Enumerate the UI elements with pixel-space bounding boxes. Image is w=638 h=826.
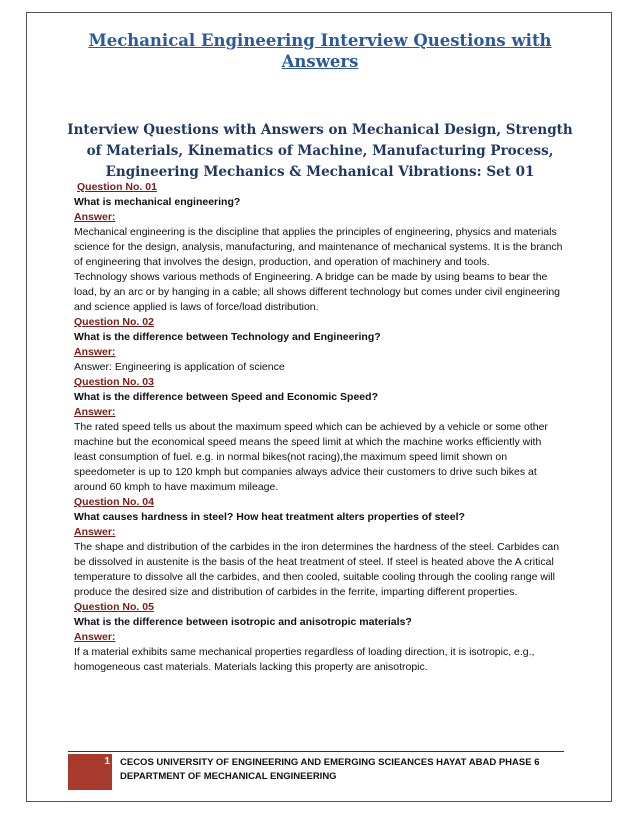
answer-label: Answer:	[74, 406, 116, 418]
footer-divider	[68, 751, 564, 752]
question-number: Question No. 05	[74, 601, 154, 613]
answer-text: Answer: Engineering is application of science	[74, 361, 285, 373]
question-text: What is the difference between Speed and Economic Speed?	[74, 391, 378, 403]
set-title: Interview Questions with Answers on Mechanical Design, Strength of Materials, Kinematics of Machine, Manufacturing Process, Engineering Mechanics & Mechanical Vibrations: Set 01	[67, 122, 573, 180]
answer-text: Technology shows various methods of Engineering. A bridge can be made by using beams to bear the load, by an arc or by hanging in a cable; all shows different technology but comes under civil engineering and science applied is laws of force/load distribution.	[74, 271, 561, 313]
question-text: What is the difference between Technology and Engineering?	[74, 331, 381, 343]
answer-label: Answer:	[74, 211, 116, 223]
answer-text: The shape and distribution of the carbides in the iron determines the hardness of the steel. Carbides can be dissolved in austenite is the basis of the heat treatment of steel. If steel is heated above the A critical temperature to dissolve all the carbides, and then cooled, suitable cooling through the cooling range will produce the desired size and distribution of carbides in the ferrite, imparting different properties.	[74, 541, 560, 598]
answer-label: Answer:	[74, 631, 116, 643]
question-text: What causes hardness in steel? How heat treatment alters properties of steel?	[74, 511, 465, 523]
question-number: Question No. 03	[74, 376, 154, 388]
answer-label: Answer:	[74, 346, 116, 358]
answer-text: If a material exhibits same mechanical properties regardless of loading direction, it is isotropic, e.g., homogeneous cast materials. Materials lacking this property are anisotropic.	[74, 646, 535, 673]
answer-text: The rated speed tells us about the maximum speed which can be achieved by a vehicle or some other machine but the economical speed means the speed limit at which the machine works efficiently with least consumption of fuel. e.g. in normal bikes(not racing),the maximum speed limit shown on speedometer is up to 120 kmph but companies always advice their customers to drive such bikes at around 60 kmph to have maximum mileage.	[74, 421, 548, 493]
footer-text	[120, 756, 560, 784]
document-title: Mechanical Engineering Interview Questions with Answers	[88, 31, 552, 71]
page-number: 1	[104, 756, 110, 767]
question-number: Question No. 02	[74, 316, 154, 328]
answer-label: Answer:	[74, 526, 116, 538]
question-text: What is the difference between isotropic and anisotropic materials?	[74, 616, 412, 628]
answer-text: Mechanical engineering is the discipline that applies the principles of engineering, physics and materials science for the design, analysis, manufacturing, and maintenance of mechanical systems. It is the branch of engineering that involves the design, production, and operation of machinery and tools.	[74, 226, 563, 268]
question-number: Question No. 04	[74, 496, 154, 508]
footer-university: CECOS UNIVERSITY OF ENGINEERING AND EMERGING SCIEANCES HAYAT ABAD PHASE 6	[120, 757, 540, 768]
qa-body	[74, 180, 566, 675]
question-number: Question No. 01	[77, 181, 157, 193]
question-text: What is mechanical engineering?	[74, 196, 241, 208]
footer-department: DEPARTMENT OF MECHANICAL ENGINEERING	[120, 771, 337, 782]
